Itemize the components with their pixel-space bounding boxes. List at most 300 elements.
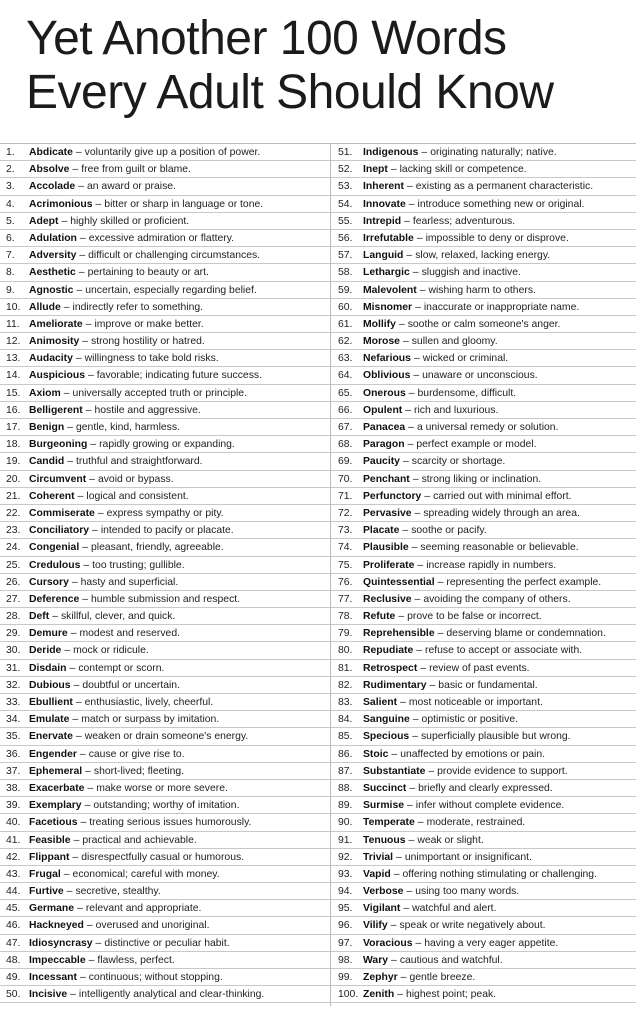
entry-separator: –: [413, 370, 420, 382]
entry-separator: –: [411, 542, 418, 554]
entry-word: Intrepid: [363, 215, 402, 227]
entry-separator: –: [77, 490, 84, 502]
entry-text: [29, 763, 184, 779]
entry-definition: intelligently analytical and clear-thinking.: [78, 989, 265, 1001]
list-item: [331, 505, 636, 522]
list-item: [331, 488, 636, 505]
entry-number: 87.: [338, 765, 353, 777]
entry-word: Placate: [363, 525, 400, 537]
entry-definition: soothe or pacify.: [411, 525, 487, 537]
entry-number: 26.: [6, 576, 21, 588]
entry-separator: –: [408, 834, 415, 846]
entry-definition: contempt or scorn.: [78, 662, 165, 674]
entry-text: [29, 797, 239, 813]
entry-number: 86.: [338, 748, 353, 760]
entry-word: Specious: [363, 731, 410, 743]
entry-word: Languid: [363, 250, 404, 262]
entry-word: Lethargic: [363, 267, 410, 279]
list-item: [331, 900, 636, 917]
list-item: [0, 574, 330, 591]
list-item: [331, 299, 636, 316]
entry-text: [29, 677, 180, 693]
entry-definition: perfect example or model.: [416, 439, 537, 451]
entry-word: Acrimonious: [29, 198, 93, 210]
entry-number: 17.: [6, 422, 21, 433]
entry-definition: highest point; peak.: [405, 989, 497, 1001]
entry-number: 29.: [6, 628, 21, 640]
entry-definition: cautious and watchful.: [399, 954, 503, 966]
list-item: [331, 952, 636, 969]
list-item: [331, 642, 636, 659]
entry-word: Audacity: [29, 353, 73, 365]
entry-separator: –: [406, 886, 413, 898]
list-item: [331, 883, 636, 900]
entry-text: [29, 247, 260, 263]
entry-text: [363, 402, 498, 418]
entry-separator: –: [414, 507, 421, 519]
list-item: [0, 539, 330, 556]
entry-word: Misnomer: [363, 301, 413, 313]
entry-word: Circumvent: [29, 473, 87, 485]
entry-number: 46.: [6, 920, 21, 932]
entry-definition: bitter or sharp in language or tone.: [104, 198, 264, 210]
entry-word: Quintessential: [363, 576, 435, 588]
entry-text: [29, 866, 220, 882]
entry-number: 52.: [338, 164, 353, 176]
entry-word: Irrefutable: [363, 232, 414, 244]
list-item: [0, 367, 330, 384]
entry-number: 15.: [6, 387, 21, 399]
entry-word: Inept: [363, 164, 388, 176]
entry-separator: –: [417, 817, 424, 829]
entry-word: Deft: [29, 611, 50, 623]
entry-word: Reprehensible: [363, 628, 435, 640]
entry-definition: introduce something new or original.: [417, 198, 585, 210]
entry-text: [363, 505, 580, 521]
entry-number: 8.: [6, 267, 15, 279]
entry-number: 99.: [338, 972, 353, 983]
list-item: [0, 453, 330, 470]
entry-word: Oblivious: [363, 370, 411, 382]
entry-text: [363, 660, 530, 676]
entry-text: [363, 299, 579, 315]
title-line-1: Yet Another 100 Words: [26, 12, 507, 65]
entry-definition: speak or write negatively about.: [399, 920, 546, 932]
entry-word: Incisive: [29, 989, 68, 1001]
entry-text: [29, 883, 161, 899]
entry-definition: increase rapidly in numbers.: [426, 559, 557, 571]
entry-number: 73.: [338, 525, 353, 537]
entry-word: Commiserate: [29, 507, 95, 519]
entry-definition: practical and achievable.: [82, 834, 197, 846]
entry-word: Paragon: [363, 439, 405, 451]
entry-separator: –: [61, 215, 68, 227]
entry-separator: –: [437, 576, 444, 588]
list-item: [331, 453, 636, 470]
entry-number: 44.: [6, 886, 21, 898]
entry-word: Disdain: [29, 662, 67, 674]
list-item: [331, 471, 636, 488]
entry-text: [29, 711, 219, 727]
entry-number: 74.: [338, 542, 353, 554]
list-item: [331, 797, 636, 814]
entry-word: Verbose: [363, 886, 404, 898]
entry-text: [29, 557, 185, 573]
entry-definition: enthusiastic, lively, cheerful.: [84, 697, 214, 708]
entry-text: [29, 178, 176, 194]
entry-separator: –: [402, 525, 409, 537]
entry-text: [363, 144, 557, 160]
list-item: [331, 832, 636, 849]
entry-word: Adept: [29, 215, 59, 227]
entry-separator: –: [79, 748, 86, 760]
entry-number: 90.: [338, 817, 353, 829]
entry-separator: –: [85, 765, 91, 777]
entry-text: [363, 986, 496, 1002]
entry-number: 45.: [6, 903, 21, 915]
entry-definition: intended to pacify or placate.: [100, 525, 234, 537]
entry-number: 30.: [6, 645, 21, 657]
entry-word: Onerous: [363, 387, 406, 399]
entry-separator: –: [428, 765, 435, 777]
entry-text: [363, 642, 582, 658]
entry-number: 96.: [338, 920, 353, 932]
entry-word: Engender: [29, 748, 77, 760]
entry-word: Succinct: [363, 782, 407, 794]
entry-definition: make worse or more severe.: [96, 782, 228, 794]
entry-word: Exemplary: [29, 800, 82, 812]
list-item: [0, 677, 330, 694]
list-item: [331, 161, 636, 178]
entry-separator: –: [421, 147, 428, 158]
entry-text: [29, 935, 230, 951]
entry-text: [29, 539, 224, 555]
entry-text: [363, 917, 546, 933]
entry-text: [363, 557, 556, 573]
entry-definition: short-lived; fleeting.: [93, 765, 185, 777]
list-item: [331, 385, 636, 402]
entry-definition: gentle, kind, harmless.: [76, 422, 180, 433]
entry-word: Incessant: [29, 972, 77, 983]
entry-number: 38.: [6, 782, 21, 794]
entry-definition: refuse to accept or associate with.: [425, 645, 583, 657]
list-item: [0, 196, 330, 213]
entry-word: Burgeoning: [29, 439, 88, 451]
entry-word: Vapid: [363, 868, 391, 880]
entry-separator: –: [79, 232, 86, 244]
entry-number: 47.: [6, 937, 21, 949]
entry-number: 35.: [6, 731, 21, 743]
entry-separator: –: [75, 731, 82, 743]
entry-separator: –: [412, 267, 419, 279]
list-item: [331, 247, 636, 264]
entry-definition: deserving blame or condemnation.: [446, 628, 606, 640]
entry-word: Trivial: [363, 851, 394, 863]
entry-word: Tenuous: [363, 834, 406, 846]
entry-text: [363, 230, 569, 246]
entry-definition: rapidly growing or expanding.: [99, 439, 235, 451]
entry-number: 64.: [338, 370, 353, 382]
word-column-left: [0, 144, 331, 1006]
entry-separator: –: [64, 645, 71, 657]
entry-word: Proliferate: [363, 559, 415, 571]
entry-separator: –: [408, 198, 415, 210]
entry-definition: skillful, clever, and quick.: [60, 611, 176, 623]
entry-separator: –: [405, 404, 412, 416]
entry-word: Retrospect: [363, 662, 418, 674]
entry-separator: –: [402, 336, 409, 348]
list-item: [331, 522, 636, 539]
entry-separator: –: [408, 422, 414, 433]
entry-separator: –: [67, 456, 73, 468]
entry-word: Morose: [363, 336, 400, 348]
list-item: [0, 522, 330, 539]
entry-text: [363, 471, 541, 487]
entry-definition: offering nothing stimulating or challenging.: [402, 868, 597, 880]
entry-number: 55.: [338, 215, 353, 227]
entry-separator: –: [413, 353, 420, 365]
entry-number: 14.: [6, 370, 21, 382]
entry-text: [29, 917, 209, 933]
entry-word: Ephemeral: [29, 765, 83, 777]
entry-text: [29, 505, 224, 521]
entry-separator: –: [69, 662, 76, 674]
entry-definition: avoiding the company of others.: [423, 593, 571, 605]
entry-number: 16.: [6, 404, 21, 416]
entry-word: Emulate: [29, 714, 70, 726]
entry-number: 40.: [6, 817, 21, 829]
entry-number: 57.: [338, 250, 353, 262]
entry-definition: unaffected by emotions or pain.: [400, 748, 545, 760]
entry-definition: continuous; without stopping.: [88, 972, 223, 983]
list-item: [0, 814, 330, 831]
entry-word: Impeccable: [29, 954, 86, 966]
entry-text: [363, 522, 487, 538]
list-item: [0, 402, 330, 419]
entry-number: 56.: [338, 232, 353, 244]
entry-text: [363, 780, 553, 796]
entry-definition: prove to be false or incorrect.: [407, 611, 542, 623]
entry-separator: –: [78, 181, 84, 193]
entry-word: Adulation: [29, 232, 77, 244]
entry-number: 79.: [338, 628, 353, 640]
entry-separator: –: [83, 559, 90, 571]
list-item: [331, 917, 636, 934]
entry-definition: doubtful or uncertain.: [82, 679, 180, 691]
list-item: [331, 539, 636, 556]
entry-separator: –: [71, 576, 78, 588]
entry-word: Vigilant: [363, 903, 401, 915]
list-item: [331, 728, 636, 745]
entry-word: Aesthetic: [29, 267, 76, 279]
entry-word: Germane: [29, 903, 75, 915]
entry-definition: distinctive or peculiar habit.: [104, 937, 230, 949]
entry-number: 75.: [338, 559, 353, 571]
entry-word: Zenith: [363, 989, 395, 1001]
list-item: [331, 574, 636, 591]
entry-separator: –: [400, 972, 407, 983]
entry-definition: rich and luxurious.: [414, 404, 499, 416]
entry-word: Frugal: [29, 868, 61, 880]
list-item: [331, 402, 636, 419]
entry-word: Deference: [29, 593, 80, 605]
list-item: [0, 350, 330, 367]
entry-number: 54.: [338, 198, 353, 210]
entry-text: [29, 316, 204, 332]
entry-definition: overused and unoriginal.: [95, 920, 210, 932]
entry-number: 95.: [338, 903, 353, 915]
entry-definition: moderate, restrained.: [426, 817, 526, 829]
entry-text: [363, 900, 496, 916]
entry-text: [363, 591, 571, 607]
entry-separator: –: [75, 697, 82, 708]
entry-number: 71.: [338, 490, 353, 502]
entry-definition: too trusting; gullible.: [92, 559, 185, 571]
entry-definition: provide evidence to support.: [437, 765, 568, 777]
entry-text: [29, 161, 191, 177]
list-item: [331, 282, 636, 299]
list-item: [0, 849, 330, 866]
entry-definition: treating serious issues humorously.: [89, 817, 252, 829]
entry-number: 94.: [338, 886, 353, 898]
entry-text: [363, 608, 542, 624]
entry-definition: express sympathy or pity.: [106, 507, 224, 519]
entry-word: Refute: [363, 611, 396, 623]
entry-text: [29, 402, 201, 418]
entry-word: Cursory: [29, 576, 69, 588]
list-item: [0, 213, 330, 230]
entry-text: [29, 900, 201, 916]
entry-text: [363, 282, 536, 298]
entry-definition: secretive, stealthy.: [75, 886, 161, 898]
entry-text: [363, 883, 519, 899]
entry-definition: voluntarily give up a position of power.: [84, 147, 261, 158]
entry-word: Ebullient: [29, 697, 73, 708]
entry-number: 76.: [338, 576, 353, 588]
entry-text: [363, 814, 525, 830]
entry-text: [363, 625, 606, 641]
list-item: [0, 625, 330, 642]
list-item: [331, 763, 636, 780]
entry-definition: mock or ridicule.: [73, 645, 149, 657]
entry-separator: –: [63, 301, 70, 313]
list-item: [0, 264, 330, 281]
entry-word: Deride: [29, 645, 62, 657]
entry-word: Congenial: [29, 542, 80, 554]
entry-number: 67.: [338, 422, 353, 433]
entry-separator: –: [390, 920, 397, 932]
entry-definition: slow, relaxed, lacking energy.: [415, 250, 551, 262]
entry-word: Innovate: [363, 198, 406, 210]
entry-separator: –: [408, 387, 415, 399]
entry-word: Temperate: [363, 817, 415, 829]
list-item: [0, 917, 330, 934]
entry-text: [29, 385, 247, 401]
entry-number: 37.: [6, 765, 21, 777]
list-item: [0, 557, 330, 574]
entry-separator: –: [78, 267, 85, 279]
entry-text: [363, 385, 516, 401]
entry-definition: hasty and superficial.: [80, 576, 179, 588]
entry-word: Opulent: [363, 404, 403, 416]
entry-word: Perfunctory: [363, 490, 422, 502]
entry-word: Dubious: [29, 679, 71, 691]
entry-separator: –: [403, 903, 410, 915]
entry-text: [29, 694, 213, 710]
entry-separator: –: [90, 439, 97, 451]
entry-text: [29, 608, 175, 624]
entry-definition: using too many words.: [415, 886, 520, 898]
list-item: [0, 488, 330, 505]
entry-separator: –: [416, 645, 423, 657]
entry-word: Hackneyed: [29, 920, 84, 932]
entry-separator: –: [417, 559, 424, 571]
entry-definition: universally accepted truth or principle.: [72, 387, 247, 399]
entry-definition: briefly and clearly expressed.: [418, 782, 553, 794]
entry-text: [363, 539, 579, 555]
list-item: [0, 866, 330, 883]
entry-separator: –: [72, 714, 79, 726]
entry-number: 5.: [6, 215, 15, 227]
entry-text: [363, 436, 537, 452]
entry-number: 22.: [6, 507, 21, 519]
entry-text: [363, 264, 521, 280]
entry-definition: inaccurate or inappropriate name.: [423, 301, 580, 313]
list-item: [0, 763, 330, 780]
entry-text: [363, 367, 538, 383]
entry-text: [363, 832, 484, 848]
list-item: [0, 505, 330, 522]
entry-separator: –: [407, 181, 413, 193]
entry-separator: –: [97, 507, 104, 519]
entry-definition: most noticeable or important.: [408, 697, 543, 708]
entry-separator: –: [70, 628, 77, 640]
entry-word: Axiom: [29, 387, 61, 399]
list-item: [331, 969, 636, 986]
list-item: [331, 367, 636, 384]
entry-word: Stoic: [363, 748, 389, 760]
entry-word: Auspicious: [29, 370, 86, 382]
entry-word: Demure: [29, 628, 68, 640]
entry-separator: –: [419, 284, 426, 296]
list-item: [0, 780, 330, 797]
entry-definition: representing the perfect example.: [446, 576, 602, 588]
entry-separator: –: [407, 800, 413, 812]
list-item: [331, 316, 636, 333]
entry-text: [29, 333, 205, 349]
entry-text: [29, 642, 149, 658]
list-item: [331, 746, 636, 763]
entry-text: [363, 161, 527, 177]
entry-definition: soothe or calm someone's anger.: [407, 318, 561, 330]
list-item: [331, 333, 636, 350]
entry-definition: improve or make better.: [94, 318, 204, 330]
entry-text: [29, 728, 248, 744]
entry-word: Ameliorate: [29, 318, 83, 330]
list-item: [0, 144, 330, 161]
entry-separator: –: [73, 834, 80, 846]
entry-definition: uncertain, especially regarding belief.: [85, 284, 257, 296]
entry-word: Sanguine: [363, 714, 410, 726]
entry-text: [29, 282, 257, 298]
entry-word: Rudimentary: [363, 679, 427, 691]
list-item: [0, 230, 330, 247]
list-item: [0, 883, 330, 900]
entry-word: Pervasive: [363, 507, 412, 519]
word-column-right: [331, 144, 636, 1006]
entry-definition: match or surpass by imitation.: [81, 714, 220, 726]
list-item: [0, 986, 330, 1003]
